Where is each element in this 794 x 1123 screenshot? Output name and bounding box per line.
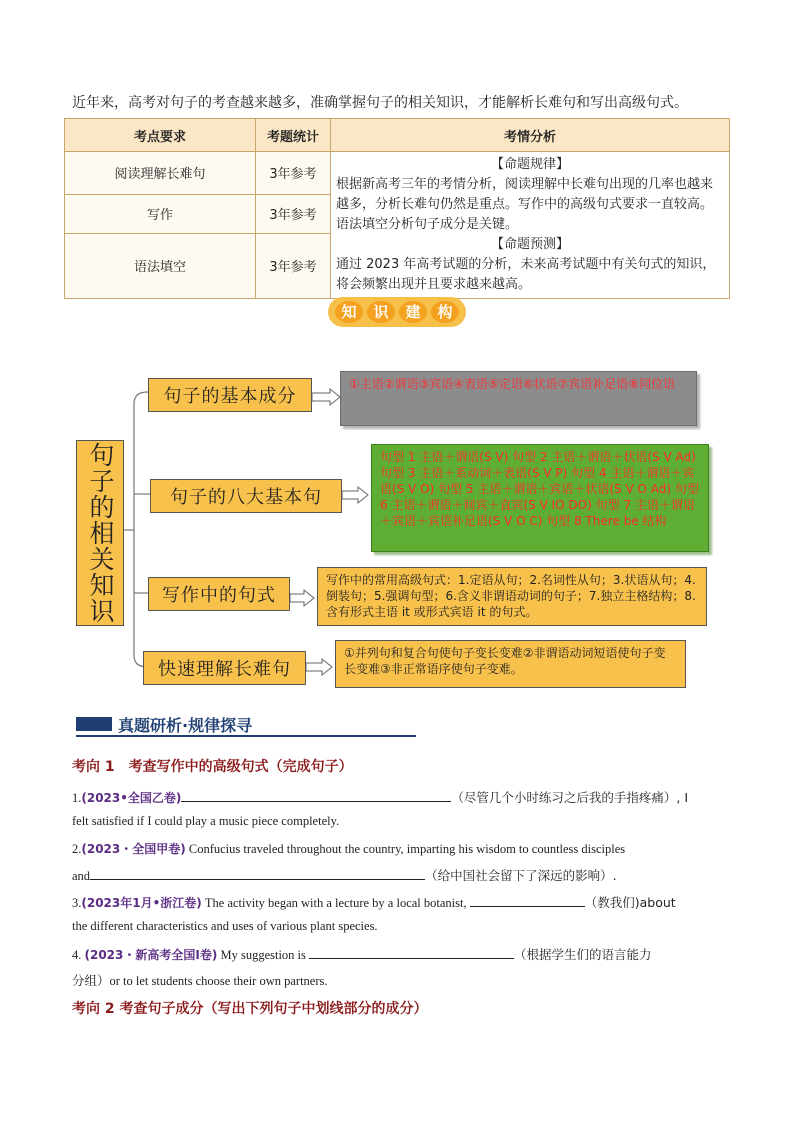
content-writing-patterns: 写作中的常用高级句式：1.定语从句；2.名词性从句；3.状语从句；4.倒装句；5.强调句型；6.含义非谓语动词的句子；7.独立主格结构；8.含有形式主语 it 或形式宾语 it 的句式。: [317, 567, 707, 626]
row-stat: 3年参考: [256, 152, 331, 195]
question-4: [72, 945, 652, 963]
row-stat: 3年参考: [256, 233, 331, 298]
q-num: 2.: [72, 842, 82, 856]
q-num: 4.: [72, 948, 82, 962]
badge-char: 建: [399, 301, 427, 323]
q-num: 1.: [72, 791, 82, 805]
q-hint: （给中国社会留下了深远的影响）.: [425, 868, 617, 883]
row-stat: 3年参考: [256, 194, 331, 233]
q-num: 3.: [72, 896, 82, 910]
question-4-line2: 分组）or to let students choose their own partners.: [72, 974, 328, 988]
direction-2: 考向 2 考查句子成分（写出下列句子中划线部分的成分）: [72, 1001, 428, 1017]
direction-1: 考向 1 考查写作中的高级句式（完成句子）: [72, 759, 353, 775]
q-text: and: [72, 869, 91, 883]
badge-char: 识: [367, 301, 395, 323]
q-text: My suggestion is: [220, 948, 306, 962]
question-1: [72, 788, 688, 806]
row-topic: 阅读理解长难句: [65, 152, 256, 195]
predict-title: 【命题预测】: [490, 237, 569, 252]
section-header: [76, 712, 252, 736]
q-hint: （根据学生们的语言能力: [514, 947, 652, 962]
question-2-line2: [72, 866, 617, 884]
section-bar: [76, 717, 112, 731]
content-basic-components: ①主语②谓语③宾语④表语⑤定语⑥状语⑦宾语补足语⑧同位语: [340, 371, 697, 426]
section-title: 真题研析·规律探寻: [118, 715, 253, 735]
q-text: Confucius traveled throughout the country, imparting his wisdom to countless disciples: [188, 842, 626, 856]
badge-char: 知: [335, 301, 363, 323]
content-eight-patterns: 句型 1 主语＋谓语(S V) 句型 2 主语＋谓语＋状语(S V Ad) 句型 3 主语＋系动词＋表语(S V P) 句型 4 主语＋谓语＋宾语(S V O) 句型 5 主语＋谓语＋宾语＋状语(S V O Ad) 句型 6 主语＋谓语＋间宾＋直宾(S V IO DO) 句型 7 主语＋谓语＋宾语＋宾语补足语(S V O C) 句型 8 There be 结构: [371, 444, 709, 552]
q-source: (2023•全国乙卷): [81, 791, 182, 805]
row-topic: 写作: [65, 194, 256, 233]
answer-blank[interactable]: [90, 867, 425, 880]
predict-text: 通过 2023 年高考试题的分析，未来高考试题中有关句式的知识，将会频繁出现并且要求越来越高。: [336, 257, 716, 292]
header-analysis: 考情分析: [331, 119, 730, 152]
header-stat: 考题统计: [256, 119, 331, 152]
question-1-line2: felt satisfied if I could play a music piece completely.: [72, 814, 340, 828]
badge-char: 构: [431, 301, 459, 323]
q-hint: （教我们)about: [584, 895, 676, 910]
mindmap-root: 句子的相关知识: [76, 440, 124, 626]
intro-text: 近年来，高考对句子的考查越来越多，准确掌握句子的相关知识，才能解析长难句和写出高级句式。: [72, 95, 688, 111]
q-source: (2023年1月•浙江卷): [81, 896, 202, 910]
q-source: (2023・全国甲卷): [81, 842, 186, 856]
q-hint: （尽管几个小时练习之后我的手指疼痛）, I: [451, 790, 689, 805]
section-underline: [76, 735, 416, 737]
branch-basic-components: 句子的基本成分: [148, 378, 312, 412]
row-topic: 语法填空: [65, 233, 256, 298]
answer-blank[interactable]: [470, 894, 585, 907]
question-3: [72, 893, 676, 911]
content-long-sentences: ①并列句和复合句使句子变长变难②非谓语动词短语使句子变长变难③非正常语序使句子变难。: [335, 640, 686, 688]
branch-eight-patterns: 句子的八大基本句: [150, 479, 342, 513]
branch-long-sentences: 快速理解长难句: [143, 651, 306, 685]
rule-title: 【命题规律】: [490, 157, 569, 172]
question-3-line2: the different characteristics and uses of various plant species.: [72, 919, 378, 933]
branch-writing-patterns: 写作中的句式: [148, 577, 290, 611]
answer-blank[interactable]: [309, 946, 514, 959]
q-source: (2023・新高考全国Ⅰ卷): [84, 948, 218, 962]
q-text: The activity began with a lecture by a local botanist,: [204, 896, 467, 910]
answer-blank[interactable]: [181, 789, 451, 802]
header-topic: 考点要求: [65, 119, 256, 152]
question-2: [72, 840, 625, 857]
rule-text: 根据新高考三年的考情分析，阅读理解中长难句出现的几率也越来越多，分析长难句仍然是重点。写作中的高级句式要求一直较高。语法填空分析句子成分是关键。: [336, 177, 714, 232]
